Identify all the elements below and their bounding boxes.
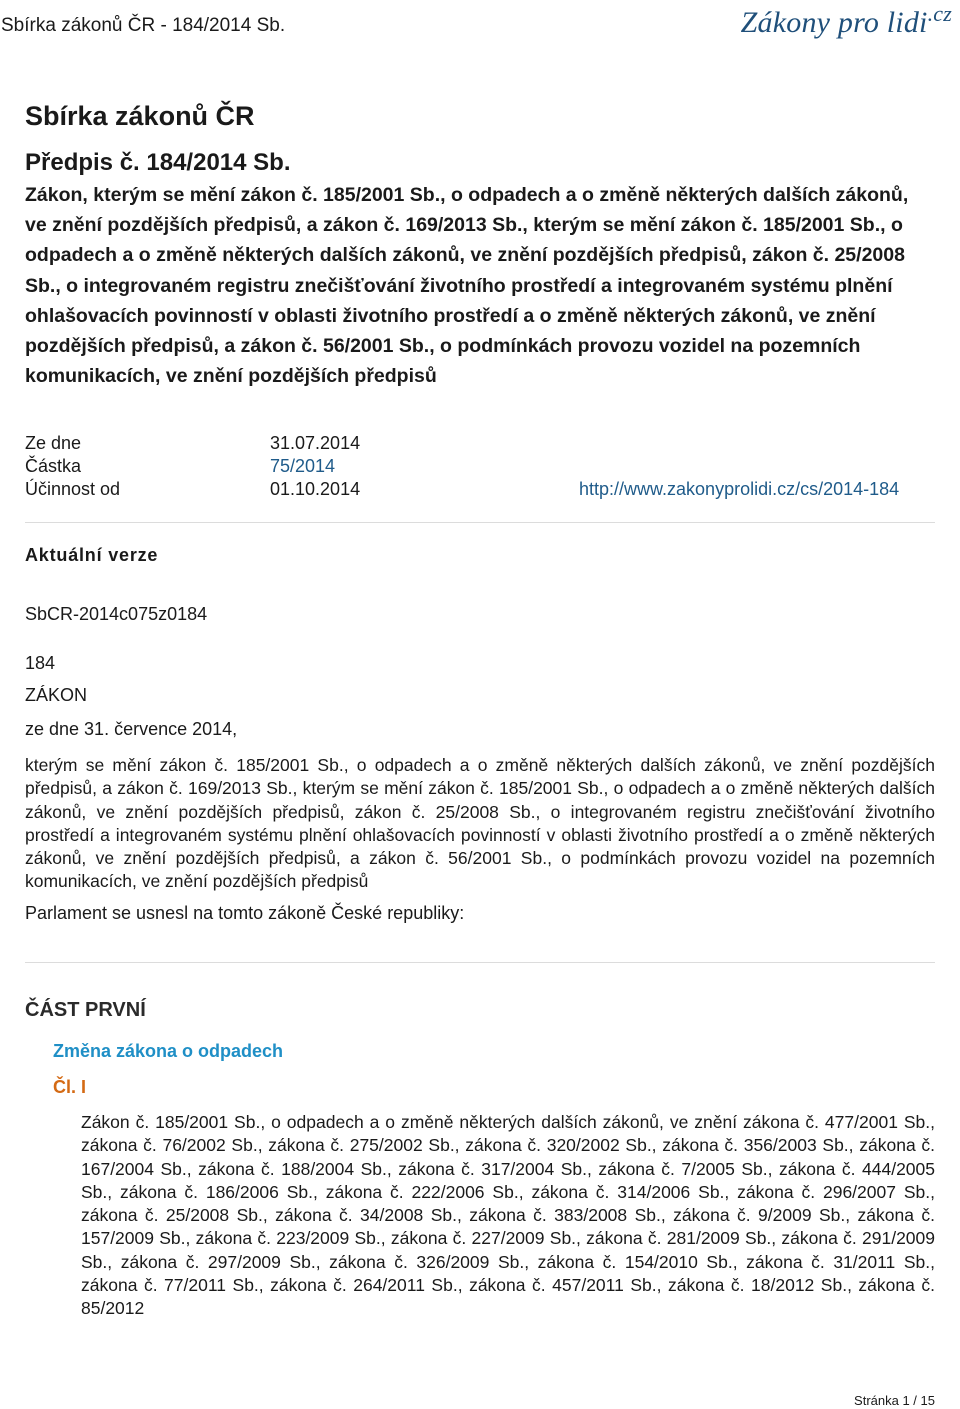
- logo-text: Zákony pro lidi: [740, 6, 928, 39]
- zakony-pro-lidi-logo[interactable]: [741, 1, 952, 40]
- part-link[interactable]: 75/2014: [270, 456, 336, 476]
- date-value: 31.07.2014: [270, 433, 361, 453]
- part-heading: ČÁST PRVNÍ: [25, 999, 146, 1021]
- document-metadata: [25, 433, 935, 502]
- effect-label: Účinnost od: [25, 479, 121, 499]
- header-title: Sbírka zákonů ČR - 184/2014 Sb.: [1, 15, 286, 36]
- page-number: Stránka 1 / 15: [854, 1393, 935, 1408]
- page-header: [0, 0, 960, 50]
- article-heading: Čl. I: [53, 1077, 87, 1097]
- collection-title: Sbírka zákonů ČR: [25, 101, 255, 131]
- version-heading: Aktuální verze: [25, 545, 159, 565]
- law-title: Zákon, kterým se mění zákon č. 185/2001 Sb., o odpadech a o změně některých dalších zákonů, ve znění pozdějších předpisů, a zákon č. 169/2013 Sb., kterým se mění zákon č. 185/2001 Sb., o odpadech a o změně některých dalších zákonů, ve znění pozdějších předpisů, zákon č. 25/2008 Sb., o integrovaném registru znečišťování životního prostředí a integrovaném systému plnění ohlašovacích povinností v oblasti životního prostředí a o změně některých zákonů, ve znění pozdějších předpisů, a zákon č. 56/2001 Sb., o podmínkách provozu vozidel na pozemních komunikacích, ve znění pozdějších předpisů: [25, 184, 909, 388]
- source-url-link[interactable]: http://www.zakonyprolidi.cz/cs/2014-184: [579, 479, 900, 499]
- preamble-text: kterým se mění zákon č. 185/2001 Sb., o odpadech a o změně některých dalších zákonů, ve znění pozdějších předpisů, a zákon č. 169/2013 Sb., kterým se mění zákon č. 185/2001 Sb., o odpadech a o změně některých dalších zákonů, ve znění pozdějších předpisů, zákon č. 25/2008 Sb., o integrovaném registru znečišťování životního prostředí a integrovaném systému plnění ohlašovacích povinností v oblasti životního prostředí a o změně některých zákonů, ve znění pozdějších předpisů, a zákon č. 56/2001 Sb., o podmínkách provozu vozidel na pozemních komunikacích, ve znění pozdějších předpisů: [25, 755, 935, 892]
- date-label: Ze dne: [25, 433, 82, 453]
- law-kind: ZÁKON: [25, 685, 88, 705]
- article-text: Zákon č. 185/2001 Sb., o odpadech a o změně některých dalších zákonů, ve znění zákona č. 477/2001 Sb., zákona č. 76/2002 Sb., zákona č. 275/2002 Sb., zákona č. 320/2002 Sb., zákona č. 356/2003 Sb., zákona č. 167/2004 Sb., zákona č. 188/2004 Sb., zákona č. 317/2004 Sb., zákona č. 7/2005 Sb., zákona č. 444/2005 Sb., zákona č. 186/2006 Sb., zákona č. 222/2006 Sb., zákona č. 314/2006 Sb., zákona č. 296/2007 Sb., zákona č. 25/2008 Sb., zákona č. 34/2008 Sb., zákona č. 383/2008 Sb., zákona č. 9/2009 Sb., zákona č. 157/2009 Sb., zákona č. 223/2009 Sb., zákona č. 227/2009 Sb., zákona č. 281/2009 Sb., zákona č. 291/2009 Sb., zákona č. 297/2009 Sb., zákona č. 326/2009 Sb., zákona č. 154/2010 Sb., zákona č. 31/2011 Sb., zákona č. 77/2011 Sb., zákona č. 264/2011 Sb., zákona č. 457/2011 Sb., zákona č. 18/2012 Sb., zákona č. 85/2012: [81, 1112, 935, 1319]
- meta-row-effect: [25, 479, 935, 502]
- divider-middle: [25, 962, 935, 963]
- section-heading: Změna zákona o odpadech: [53, 1041, 284, 1061]
- meta-row-part: [25, 456, 935, 479]
- effect-value: 01.10.2014: [270, 479, 361, 499]
- meta-row-date: [25, 433, 935, 456]
- document-number: Předpis č. 184/2014 Sb.: [25, 149, 291, 176]
- logo-tld: .cz: [927, 1, 952, 26]
- enactment-clause: Parlament se usnesl na tomto zákoně České republiky:: [25, 903, 465, 923]
- law-number: 184: [25, 653, 56, 673]
- divider-top: [25, 522, 935, 523]
- law-date: ze dne 31. července 2014,: [25, 719, 238, 739]
- part-label: Částka: [25, 456, 82, 476]
- document-code: SbCR-2014c075z0184: [25, 604, 208, 624]
